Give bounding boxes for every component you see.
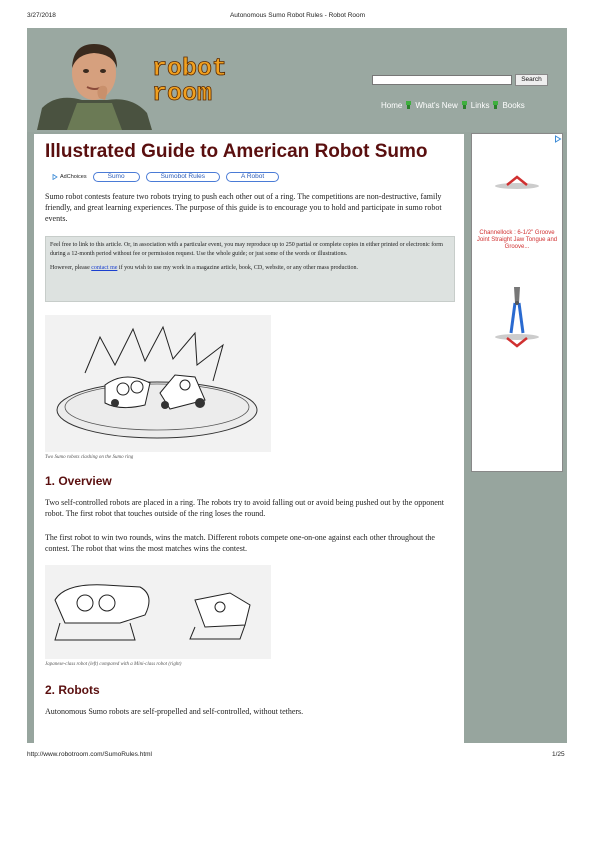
notice-text: However, please [50, 265, 92, 271]
ad-link-sumobot-rules[interactable]: Sumobot Rules [146, 172, 220, 182]
section-heading-overview: 1. Overview [45, 474, 112, 488]
notice-text: if you wish to use my work in a magazine article, book, CD, website, or any other mass production. [117, 265, 359, 271]
section-heading-robots: 2. Robots [45, 683, 100, 697]
robot-bullet-icon [405, 100, 412, 110]
chevron-up-icon[interactable] [492, 170, 542, 192]
nav-whats-new[interactable]: What's New [415, 100, 458, 110]
overview-paragraph-1: Two self-controlled robots are placed in a ring. The robots try to avoid falling out or avoid being pushed out by the opponent robot. The first robot that touches outside of the ring loses the round. [45, 498, 444, 518]
search-button[interactable]: Search [515, 74, 548, 86]
print-page-number: 1/25 [552, 751, 565, 758]
figure-caption: Japanese-class robot (left) compared with a Mini-class robot (right) [45, 662, 182, 667]
site-logo[interactable] [150, 52, 255, 104]
ad-link-sumo[interactable]: Sumo [93, 172, 140, 182]
print-page-title: Autonomous Sumo Robot Rules - Robot Room [229, 12, 366, 19]
print-date: 3/27/2018 [27, 12, 56, 19]
overview-paragraph-2: The first robot to win two rounds, wins the match. Different robots compete one-on-one against each other throughout the contest. The robot that wins the most matches wins the contest. [45, 533, 435, 553]
nav-books[interactable]: Books [502, 100, 525, 110]
pliers-product-image[interactable] [506, 285, 528, 335]
notice-paragraph-1: Feel free to link to this article. Or, in association with a particular event, you may reproduce up to 250 partial or complete copies in either printed or electronic form during a 12-month period without fee or permission request. Use the whole guide; or just some of the words or illustrations. [50, 242, 443, 257]
reproduction-notice [45, 236, 455, 302]
nav-home[interactable]: Home [381, 100, 403, 110]
intro-paragraph: Sumo robot contests feature two robots trying to push each other out of a ring. The competitions are non-destructive, family friendly, and great learning experiences. The purpose of this guide is to encourage you to hold and participate in sumo robot events. [45, 192, 442, 223]
robot-room-logo [150, 52, 255, 104]
robots-paragraph-1: Autonomous Sumo robots are self-propelled and self-controlled, without tethers. [45, 707, 304, 716]
robot-bullet-icon [492, 100, 499, 110]
author-photo [37, 38, 152, 130]
figure-caption: Two Sumo robots clashing on the Sumo ring [45, 455, 134, 460]
site-nav [381, 100, 525, 110]
contact-me-link[interactable]: contact me [91, 265, 118, 271]
sumo-ring-illustration [45, 315, 271, 452]
ad-links-bar [52, 172, 279, 182]
notice-paragraph-2 [50, 264, 450, 273]
adchoices-label: AdChoices [60, 174, 87, 180]
search-input[interactable] [372, 75, 512, 85]
adchoices-icon [52, 174, 58, 180]
sidebar-ad-text[interactable]: Channellock : 6-1/2" Groove Joint Straight Jaw Tongue and Groove... [476, 230, 558, 250]
robot-bullet-icon [461, 100, 468, 110]
adchoices-icon[interactable] [554, 135, 562, 143]
robot-classes-illustration [45, 565, 271, 659]
page-title: Illustrated Guide to American Robot Sumo [45, 141, 428, 162]
nav-links[interactable]: Links [470, 100, 490, 110]
logo-line1: robot [152, 54, 228, 83]
adchoices[interactable] [52, 174, 87, 180]
ad-link-a-robot[interactable]: A Robot [226, 172, 279, 182]
chevron-down-icon[interactable] [492, 333, 542, 351]
logo-line2: room [152, 79, 213, 104]
print-url: http://www.robotroom.com/SumoRules.html [27, 751, 152, 758]
